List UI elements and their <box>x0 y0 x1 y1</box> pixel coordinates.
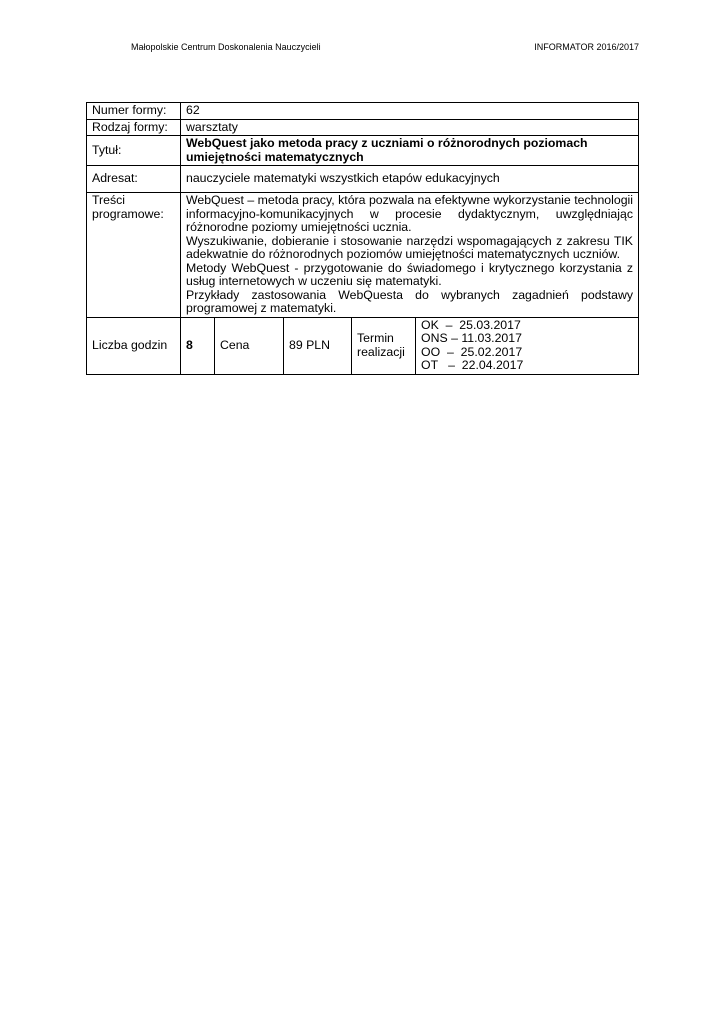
header-informator: INFORMATOR 2016/2017 <box>534 42 639 52</box>
tytul-label: Tytuł: <box>87 136 181 166</box>
row-tytul <box>87 136 639 166</box>
cena-value: 89 PLN <box>284 318 352 374</box>
row-rodzaj <box>87 119 639 136</box>
numer-label: Numer formy: <box>87 103 181 120</box>
details-cell <box>181 317 639 374</box>
course-form-table <box>86 102 639 375</box>
rodzaj-value: warsztaty <box>181 119 639 136</box>
termin-item: OO – 25.02.2017 <box>421 344 523 359</box>
header-institution: Małopolskie Centrum Doskonalenia Nauczycieli <box>131 42 321 52</box>
termin-item: ONS – 11.03.2017 <box>421 331 522 345</box>
godzin-value: 8 <box>186 337 193 352</box>
numer-value: 62 <box>181 103 639 120</box>
adresat-label: Adresat: <box>87 166 181 193</box>
termin-label: Termin realizacji <box>352 318 416 374</box>
tresci-paragraph: Przykłady zastosowania WebQuesta do wybranych zagadnień podstawy programowej z matematyki. <box>186 287 633 315</box>
tresci-label: Treści programowe: <box>87 193 181 318</box>
row-details <box>87 317 639 374</box>
details-inner-table <box>181 318 638 374</box>
adresat-value: nauczyciele matematyki wszystkich etapów edukacyjnych <box>181 166 639 193</box>
row-adresat <box>87 166 639 193</box>
termin-item: OT – 22.04.2017 <box>421 358 524 372</box>
tresci-content <box>181 193 639 318</box>
tresci-paragraph: WebQuest – metoda pracy, która pozwala na efektywne wykorzystanie technologii informacyjno-komunikacyjnych w procesie dydaktycznym, uwzględniając różnorodne poziomy umiejętności ucznia. <box>186 193 633 234</box>
termin-list <box>416 318 639 374</box>
tresci-paragraph: Metody WebQuest - przygotowanie do świadomego i krytycznego korzystania z usług internetowych w uczeniu się matematyki. <box>186 260 633 288</box>
termin-item: OK – 25.03.2017 <box>421 317 521 332</box>
cena-label: Cena <box>215 318 284 374</box>
row-numer <box>87 103 639 120</box>
row-tresci <box>87 193 639 318</box>
rodzaj-label: Rodzaj formy: <box>87 119 181 136</box>
godzin-label: Liczba godzin <box>87 317 181 374</box>
tytul-value: WebQuest jako metoda pracy z uczniami o różnorodnych poziomach umiejętności matematycznych <box>181 136 639 166</box>
tresci-paragraph: Wyszukiwanie, dobieranie i stosowanie narzędzi wspomagających z zakresu TIK adekwatnie do różnorodnych poziomów umiejętności matematycznych uczniów. <box>186 233 633 261</box>
